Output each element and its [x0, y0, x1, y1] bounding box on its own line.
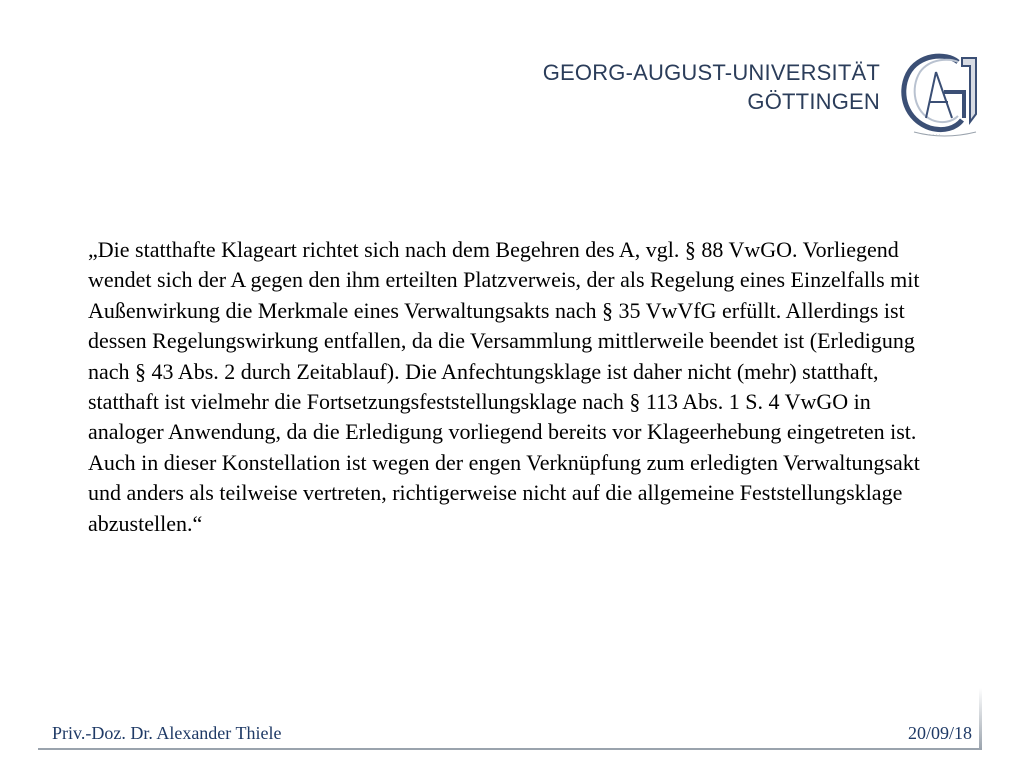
footer-divider-vertical [979, 688, 982, 750]
footer-divider [38, 748, 982, 750]
svg-text:· · · · ·: · · · · · [926, 132, 941, 138]
university-name-line2: GÖTTINGEN [747, 89, 880, 114]
quote-text: „Die statthafte Klageart richtet sich nach dem Begehren des A, vgl. § 88 VwGO. Vorliegend wendet sich der A gegen den ihm erteilten Platzverweis, der als Regelung eines Einzelfalls mit Außenwirkung die Merkmale eines Verwaltungsakts nach § 35 VwVfG erfüllt. Allerdings ist dessen Regelungswirkung entfallen, da die Versammlung mittlerweile beendet ist (Erledigung nach § 43 Abs. 2 durch Zeitablauf). Die Anfechtungsklage ist daher nicht (mehr) statthaft, statthaft ist vielmehr die Fortsetzungsfeststellungsklage nach § 113 Abs. 1 S. 4 VwGO in analoger Anwendung, da die Erledigung vorliegend bereits vor Klageerhebung eingetreten ist. Auch in dieser Konstellation ist wegen der engen Verknüpfung zum erledigten Verwaltungsakt und anders als teilweise vertreten, richtigerweise nicht auf die allgemeine Feststellungsklage abzustellen.“ [88, 237, 920, 536]
university-name-line1: GEORG-AUGUST-UNIVERSITÄT [542, 60, 880, 85]
university-seal-icon [896, 48, 992, 140]
university-name [543, 58, 880, 116]
footer-date: 20/09/18 [907, 723, 972, 743]
footer-author: Priv.-Doz. Dr. Alexander Thiele [52, 723, 282, 743]
